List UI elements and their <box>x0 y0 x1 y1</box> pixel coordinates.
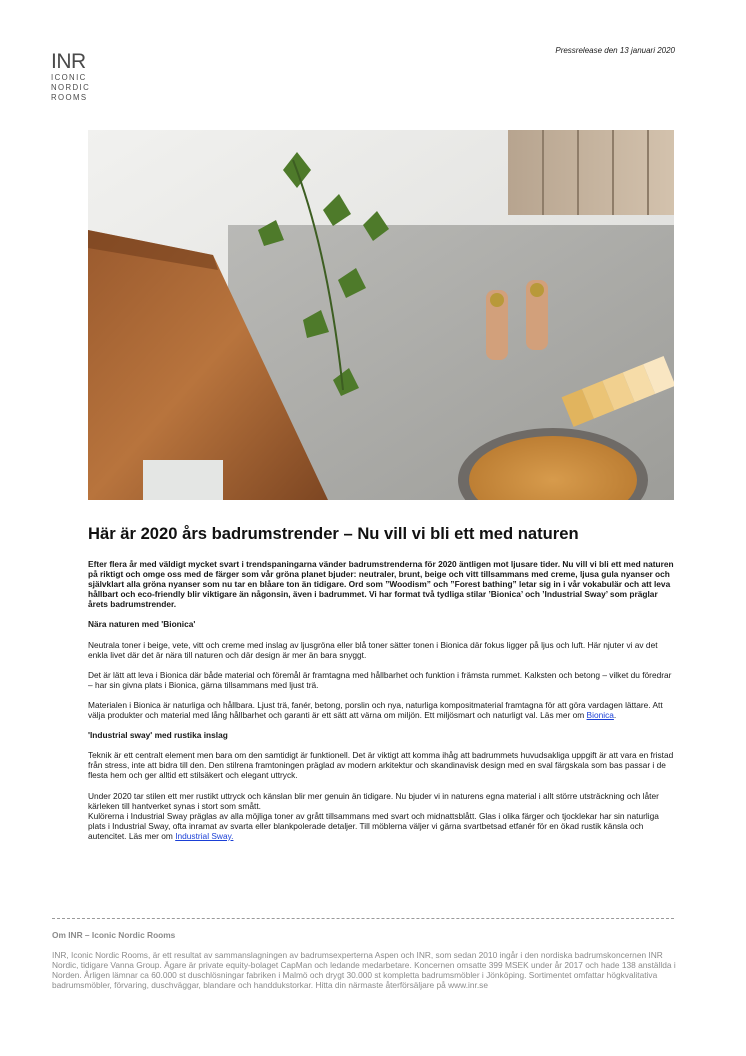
about-section <box>52 930 677 990</box>
article-title: Här är 2020 års badrumstrender – Nu vill vi bli ett med naturen <box>88 524 579 543</box>
press-release-date: Pressrelease den 13 januari 2020 <box>555 46 675 55</box>
about-text: INR, Iconic Nordic Rooms, är ett resultat av sammanslagningen av badrumsexperterna Aspen och INR, som sedan 2010 ingår i den nordiska badrumskoncernen INR Nordic, tidigare Vanna Group. Ägare är private equity-bolaget CapMan och ledande medarbetare. Koncernen omsatte 399 MSEK under år 2017 och hade 138 anställda i Norden. Årligen lämnar ca 60.000 st duschlösningar fabriken i Malmö och drygt 30.000 st kompletta badrumsmöbler i Jönköping. Sortimentet omfattar högkvalitativa badrumsmöbler, förvaring, duschväggar, blandare och handdukstorkar. Hitta din närmaste återförsäljare på www.inr.se <box>52 950 676 991</box>
paragraph: Teknik är ett centralt element men bara om den samtidigt är funktionell. Det är viktigt att komma ihåg att badrummets huvudsakliga uppgift är att vara en fristad från stress, inte att bidra till den. Den stilrena framtoningen präglad av modern arkitektur och skandinavisk design med en sval färgskala som bas passar i de flesta hem och ger alltid ett stilsäkert och elegant uttryck. <box>88 750 674 781</box>
article-body <box>88 559 678 851</box>
logo-line-3: ROOMS <box>51 93 88 102</box>
paragraph-text: Materialen i Bionica är naturliga och hållbara. Ljust trä, fanér, betong, porslin och nya, naturliga kompositmaterial framtagna för att göra vardagen lättare. Att välja produkter och material med lång hållbarhet och garanti är ett sätt att värna om miljön. Ett miljösmart och naturligt val. Läs mer om <box>88 699 663 721</box>
hero-photo <box>88 130 674 500</box>
paragraph: Neutrala toner i beige, vete, vitt och creme med inslag av ljusgröna eller blå toner sätter tonen i Bionica där fokus ligger på ljus och luft. Här njuter vi av det enkla livet där det är nära till naturen och där design är mer än bara snyggt. <box>88 639 658 660</box>
industrial-sway-link[interactable]: Industrial Sway. <box>175 830 234 841</box>
logo-line-1: ICONIC <box>51 73 87 82</box>
paragraph-end: . <box>613 710 617 721</box>
inr-logo <box>51 51 111 103</box>
logo-mark: INR <box>51 50 86 73</box>
article-lead: Efter flera år med väldigt mycket svart i trendspaningarna vänder badrumstrenderna för 2020 äntligen mot ljusare tider. Nu vill vi bli ett med naturen på riktigt och omge oss med de färger som vår gröna planet bjuder: neutraler, brunt, beige och vitt tillsammans med creme, ljusa gula nyanser och självklart alla gröna nyanser som nu tar en blåare ton än tidigare. Ord som ”Woodism” och ”Forest bathing” letar sig in i vår vokabulär och att leva hållbart och eco-friendly blir viktigare än någonsin, även i badrummet. Vi har format två tydliga stilar ’Bionica’ och ’Industrial Sway’ som präglar årets badrumstrender. <box>88 559 674 610</box>
paragraph-text: Under 2020 tar stilen ett mer rustikt uttryck och känslan blir mer genuin än tidigare. Nu bjuder vi in naturens egna material i allt större utsträckning och låter kärleken till hantverket synas i stort som smått. <box>88 790 659 811</box>
dashed-divider <box>52 918 674 919</box>
section-heading-bionica: Nära naturen med 'Bionica' <box>88 619 196 630</box>
paragraph: Det är lätt att leva i Bionica där både material och föremål är framtagna med hållbarhet och funktion i främsta rummet. Kalksten och betong – vilket du föredrar – har sin givna plats i Bionica, gärna tillsammans med ljust trä. <box>88 669 672 690</box>
paragraph-text: Kulörerna i Industrial Sway präglas av alla möjliga toner av grått tillsammans med svart och midnattsblått. Glas i olika färger och tjocklekar har sin naturliga plats i Industrial Sway, ofta inramat av svarta eller blankpolerade detaljer. Till möblerna väljer vi gärna svartbetsad etfanér för en ökad rustik känsla och autencitet. Läs mer om <box>88 810 659 841</box>
bionica-link[interactable]: Bionica <box>586 710 614 721</box>
about-heading: Om INR – Iconic Nordic Rooms <box>52 930 176 940</box>
paragraph <box>88 791 678 841</box>
paragraph <box>88 700 678 720</box>
section-heading-industrial-sway: 'Industrial sway' med rustika inslag <box>88 730 228 741</box>
logo-line-2: NORDIC <box>51 83 91 92</box>
